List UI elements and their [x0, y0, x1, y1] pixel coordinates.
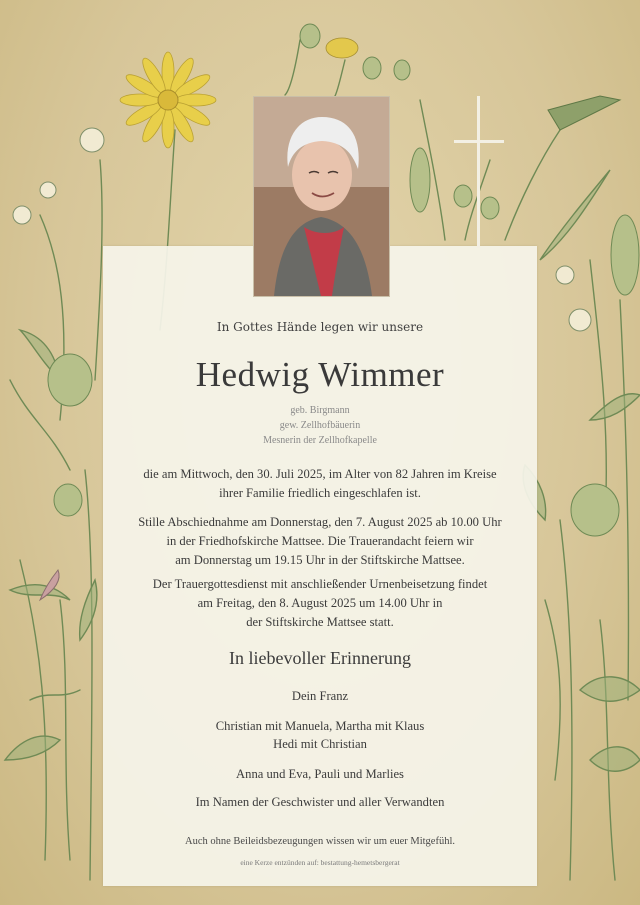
mourner-children-2: Hedi mit Christian [273, 737, 367, 751]
role: Mesnerin der Zellhofkapelle [263, 435, 377, 446]
occupation: gew. Zellhofbäuerin [279, 420, 361, 431]
farewell-line-1: Stille Abschiednahme am Donnerstag, den 7. August 2025 ab 10.00 Uhr [138, 515, 502, 529]
farewell-line-3: am Donnerstag um 19.15 Uhr in der Stiftskirche Mattsee. [175, 553, 465, 567]
portrait-photo [253, 96, 390, 297]
mourner-grandchildren: Anna und Eva, Pauli und Marlies [236, 767, 404, 781]
service-line-3: der Stiftskirche Mattsee statt. [246, 615, 394, 629]
mourner-children-1: Christian mit Manuela, Martha mit Klaus [215, 719, 425, 733]
cross-icon [454, 96, 504, 248]
deceased-name: Hedwig Wimmer [195, 355, 445, 394]
death-line-2: ihrer Familie friedlich eingeschlafen ist. [219, 486, 421, 500]
candle-link[interactable]: eine Kerze entzünden auf: bestattung-hemetsbergerat [240, 858, 400, 867]
birth-name: geb. Birgmann [290, 405, 350, 416]
intro-line: In Gottes Hände legen wir unsere [216, 320, 424, 334]
farewell-line-2: in der Friedhofskirche Mattsee. Die Trauerandacht feiern wir [166, 534, 474, 548]
death-line-1: die am Mittwoch, den 30. Juli 2025, im Alter von 82 Jahren im Kreise [143, 467, 497, 481]
service-line-2: am Freitag, den 8. August 2025 um 14.00 Uhr in [197, 596, 443, 610]
mourner-spouse: Dein Franz [291, 689, 349, 703]
no-condolences-note: Auch ohne Beileidsbezeugungen wissen wir um euer Mitgefühl. [184, 836, 456, 847]
mourner-relatives: Im Namen der Geschwister und aller Verwandten [195, 795, 445, 809]
memory-heading: In liebevoller Erinnerung [229, 648, 411, 668]
service-line-1: Der Trauergottesdienst mit anschließender Urnenbeisetzung findet [152, 577, 488, 591]
